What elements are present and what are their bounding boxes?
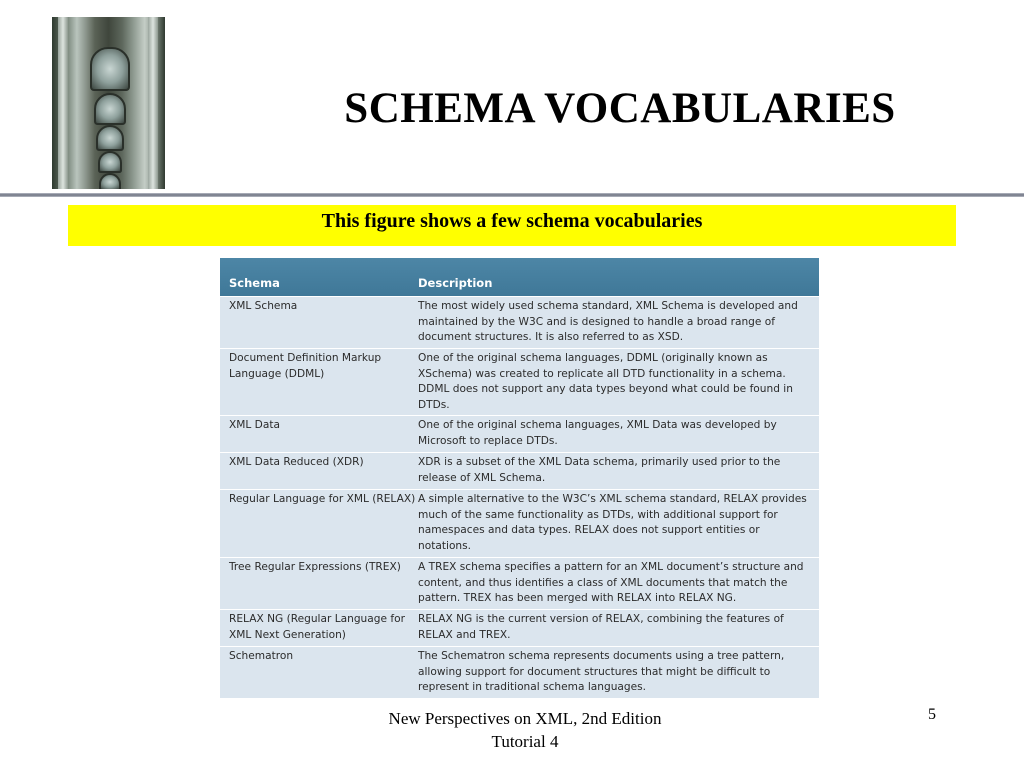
schema-name: XML Data Reduced (XDR) xyxy=(229,456,364,468)
schema-description: One of the original schema languages, DDML (originally known as XSchema) was created to replicate all DTD functionality in a schema. DDML does not support any data types beyond what could be found in DTDs. xyxy=(418,352,793,411)
schema-description: XDR is a subset of the XML Data schema, primarily used prior to the release of XML Schema. xyxy=(418,456,781,484)
photo-arch xyxy=(98,151,122,173)
schema-name: XML Data xyxy=(229,419,280,431)
photo-column-left xyxy=(58,17,68,189)
schema-description: The Schematron schema represents documents using a tree pattern, allowing support for document structures that might be difficult to represent in traditional schema languages. xyxy=(418,650,785,694)
header-schema: Schema xyxy=(229,276,280,290)
schema-name: Tree Regular Expressions (TREX) xyxy=(229,561,401,573)
photo-arch xyxy=(94,93,126,125)
photo-column-right xyxy=(148,17,158,189)
table-row xyxy=(220,415,819,452)
slide-footer xyxy=(300,707,750,753)
table-row xyxy=(220,489,819,557)
schema-name: Schematron xyxy=(229,650,294,662)
table-row xyxy=(220,557,819,609)
photo-arch xyxy=(96,125,124,151)
schema-name: RELAX NG (Regular Language for XML Next Generation) xyxy=(229,613,405,641)
table-row xyxy=(220,348,819,415)
table-row xyxy=(220,609,819,646)
title-divider xyxy=(0,193,1024,197)
photo-arch xyxy=(90,47,130,91)
page-number: 5 xyxy=(928,706,936,723)
schema-name: Document Definition Markup Language (DDML) xyxy=(229,352,382,380)
table-row xyxy=(220,452,819,489)
table-row xyxy=(220,646,819,698)
schema-name: XML Schema xyxy=(229,300,298,312)
header-description: Description xyxy=(418,276,493,290)
schema-description: The most widely used schema standard, XML Schema is developed and maintained by the W3C and is designed to handle a broad range of document structures. It is also referred to as XSD. xyxy=(418,300,798,344)
footer-tutorial: Tutorial 4 xyxy=(491,732,559,751)
schema-name: Regular Language for XML (RELAX) xyxy=(229,493,416,505)
schema-description: A TREX schema specifies a pattern for an XML document’s structure and content, and thus identifies a class of XML documents that match the pattern. TREX has been merged with RELAX into RELAX NG. xyxy=(418,561,804,605)
slide-title: SCHEMA VOCABULARIES xyxy=(344,85,896,132)
table-row xyxy=(220,296,819,348)
schema-description: RELAX NG is the current version of RELAX, combining the features of RELAX and TREX. xyxy=(418,613,784,641)
caption-banner xyxy=(68,205,956,246)
schema-description: One of the original schema languages, XML Data was developed by Microsoft to replace DTDs. xyxy=(418,419,777,447)
photo-arch xyxy=(99,173,121,189)
schema-description: A simple alternative to the W3C’s XML schema standard, RELAX provides much of the same functionality as DTDs, with additional support for namespaces and data types. RELAX does not support entities or notations. xyxy=(418,493,807,552)
schema-vocabularies-table xyxy=(220,258,819,698)
bridge-arches-photo xyxy=(52,17,165,189)
table-header-row xyxy=(220,258,819,296)
caption-text: This figure shows a few schema vocabularies xyxy=(321,210,703,232)
footer-book-title: New Perspectives on XML, 2nd Edition xyxy=(388,709,662,728)
